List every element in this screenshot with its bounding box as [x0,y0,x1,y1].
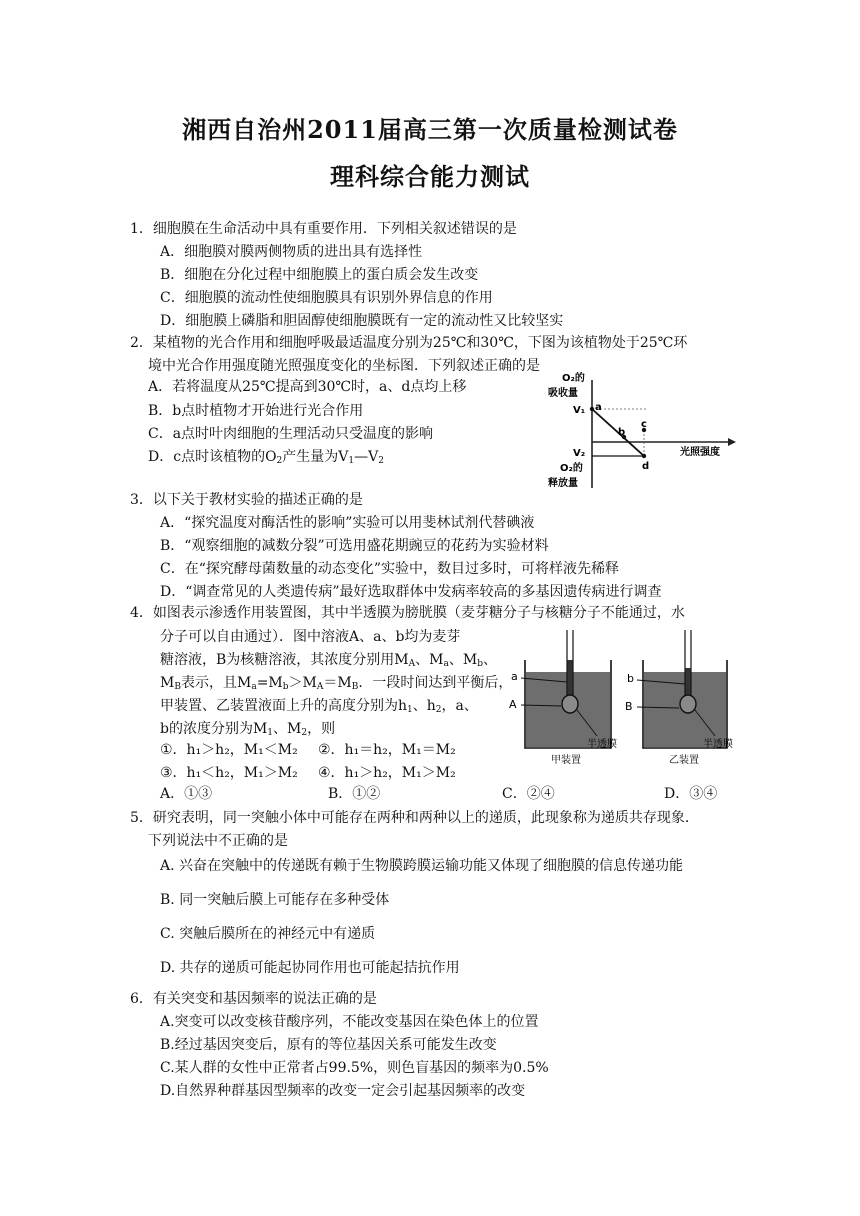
page-title: 湘西自治州2011届高三第一次质量检测试卷 [182,115,678,144]
question-6-option-a: A.突变可以改变核苷酸序列，不能改变基因在染色体上的位置 [160,1014,539,1030]
left-label-a: a [511,670,518,683]
question-4-stem-line3: 糖溶液，B为核糖溶液，其浓度分别用$M_A$、$M_a$、$M_b$、 [160,652,497,669]
question-5-stem-line1: 5．研究表明，同一突触小体中可能存在两种和两种以上的递质，此现象称为递质共存现象． [130,810,699,826]
left-membrane-bulb [562,695,578,713]
left-caption: 甲装置 [551,755,581,766]
left-membrane-label: 半透膜 [587,739,617,750]
question-4-statement-3: ③．h₁＜h₂，M₁＞M₂ [160,765,298,781]
question-4-stem-line4: $M_B$表示，且$M_a=M_b>M_A=M_B$．一段时间达到平衡后， [160,675,513,692]
question-1-stem: 1．细胞膜在生命活动中具有重要作用．下列相关叙述错误的是 [130,221,517,237]
question-5-option-c: C. 突触后膜所在的神经元中有递质 [160,926,376,942]
right-caption: 乙装置 [669,755,699,766]
question-2-stem-line2: 境中光合作用强度随光照强度变化的坐标图．下列叙述正确的是 [148,358,540,374]
light-intensity-graph [540,372,740,492]
question-2-option-b: B．b点时植物才开始进行光合作用 [148,403,364,419]
question-6-option-d: D.自然界种群基因型频率的改变一定会引起基因频率的改变 [160,1083,526,1099]
y-top-label-2: 吸收量 [548,388,578,399]
point-a [590,407,594,411]
v2-label: V₂ [573,448,586,459]
question-2-stem-line1: 2．某植物的光合作用和细胞呼吸最适温度分别为25℃和30℃，下图为该植物处于25℃环 [130,335,688,351]
page-subtitle: 理科综合能力测试 [330,162,530,191]
right-membrane-label: 半透膜 [703,739,733,750]
v1-label: V₁ [573,405,586,416]
a-label: a [595,402,602,413]
question-6-stem: 6．有关突变和基因频率的说法正确的是 [130,991,377,1007]
question-2-option-c: C．a点时叶肉细胞的生理活动只受温度的影响 [148,426,434,442]
y-bottom-label-1: O₂的 [560,463,583,474]
right-label-b: b [627,672,634,685]
y-bottom-label-2: 释放量 [548,478,578,489]
apparatus-left [509,630,617,766]
question-3-option-b: B．“观察细胞的减数分裂”可选用盛花期豌豆的花药为实验材料 [160,538,549,554]
question-1-option-d: D．细胞膜上磷脂和胆固醇使细胞膜既有一定的流动性又比较坚实 [160,313,564,329]
question-2-option-d: D．c点时该植物的$O_2$产生量为$V_1—V_2$ [148,449,384,466]
question-3-option-c: C．在“探究酵母菌数量的动态变化”实验中，数目过多时，可将样液先稀释 [160,561,620,577]
question-4-answer-c: C．②④ [502,786,555,802]
y-top-label-1: O₂的 [562,373,585,384]
question-2-option-a: A．若将温度从25℃提高到30℃时，a、d点均上移 [148,379,467,395]
right-membrane-bulb [680,695,696,713]
left-tube-liquid [568,660,573,696]
question-4-answer-d: D．③④ [664,786,718,802]
question-4-answer-b: B．①② [328,786,381,802]
right-tube-liquid [686,668,691,696]
question-3-stem: 3．以下关于教材实验的描述正确的是 [130,492,363,508]
question-4-statement-2: ②．h₁＝h₂，M₁＝M₂ [318,742,456,758]
c-label: c [641,419,647,430]
question-6-option-c: C.某人群的女性中正常者占99.5%，则色盲基因的频率为0.5% [160,1060,549,1076]
question-4-stem-line5: 甲装置、乙装置液面上升的高度分别为$h_1$、$h_2$，a、 [160,698,478,715]
question-4-stem-line1: 4．如图表示渗透作用装置图，其中半透膜为膀胱膜（麦芽糖分子与核糖分子不能通过，水 [130,605,685,621]
question-1-option-b: B．细胞在分化过程中细胞膜上的蛋白质会发生改变 [160,267,479,283]
question-1-option-c: C．细胞膜的流动性使细胞膜具有识别外界信息的作用 [160,290,493,306]
question-4-answer-a: A．①③ [160,786,213,802]
x-axis-label: 光照强度 [680,447,720,458]
osmosis-apparatus-figure [505,620,755,770]
question-4-statement-1: ①．h₁＞h₂，M₁＜M₂ [160,742,298,758]
question-4-stem-line6: b的浓度分别为$M_1$、$M_2$，则 [160,721,336,738]
right-label-B: B [625,700,633,713]
question-5-option-a: A. 兴奋在突触中的传递既有赖于生物膜跨膜运输功能又体现了细胞膜的信息传递功能 [160,858,684,874]
b-label: b [618,427,626,438]
question-4-statement-4: ④．h₁＞h₂，M₁＞M₂ [318,765,456,781]
question-6-option-b: B.经过基因突变后，原有的等位基因关系可能发生改变 [160,1037,497,1053]
question-5-option-d: D. 共存的递质可能起协同作用也可能起拮抗作用 [160,960,460,976]
point-d [642,454,646,458]
apparatus-right [625,630,733,766]
question-5-option-b: B. 同一突触后膜上可能存在多种受体 [160,892,390,908]
left-label-A: A [509,698,517,711]
question-5-stem-line2: 下列说法中不正确的是 [148,833,288,849]
question-1-option-a: A．细胞膜对膜两侧物质的进出具有选择性 [160,244,423,260]
question-3-option-d: D．“调查常见的人类遗传病”最好选取群体中发病率较高的多基因遗传病进行调查 [160,584,662,600]
d-label: d [642,461,650,472]
question-4-stem-line2: 分子可以自由通过）．图中溶液A、a、b均为麦芽 [160,629,461,645]
question-3-option-a: A．“探究温度对酶活性的影响”实验可以用斐林试剂代替碘液 [160,515,535,531]
